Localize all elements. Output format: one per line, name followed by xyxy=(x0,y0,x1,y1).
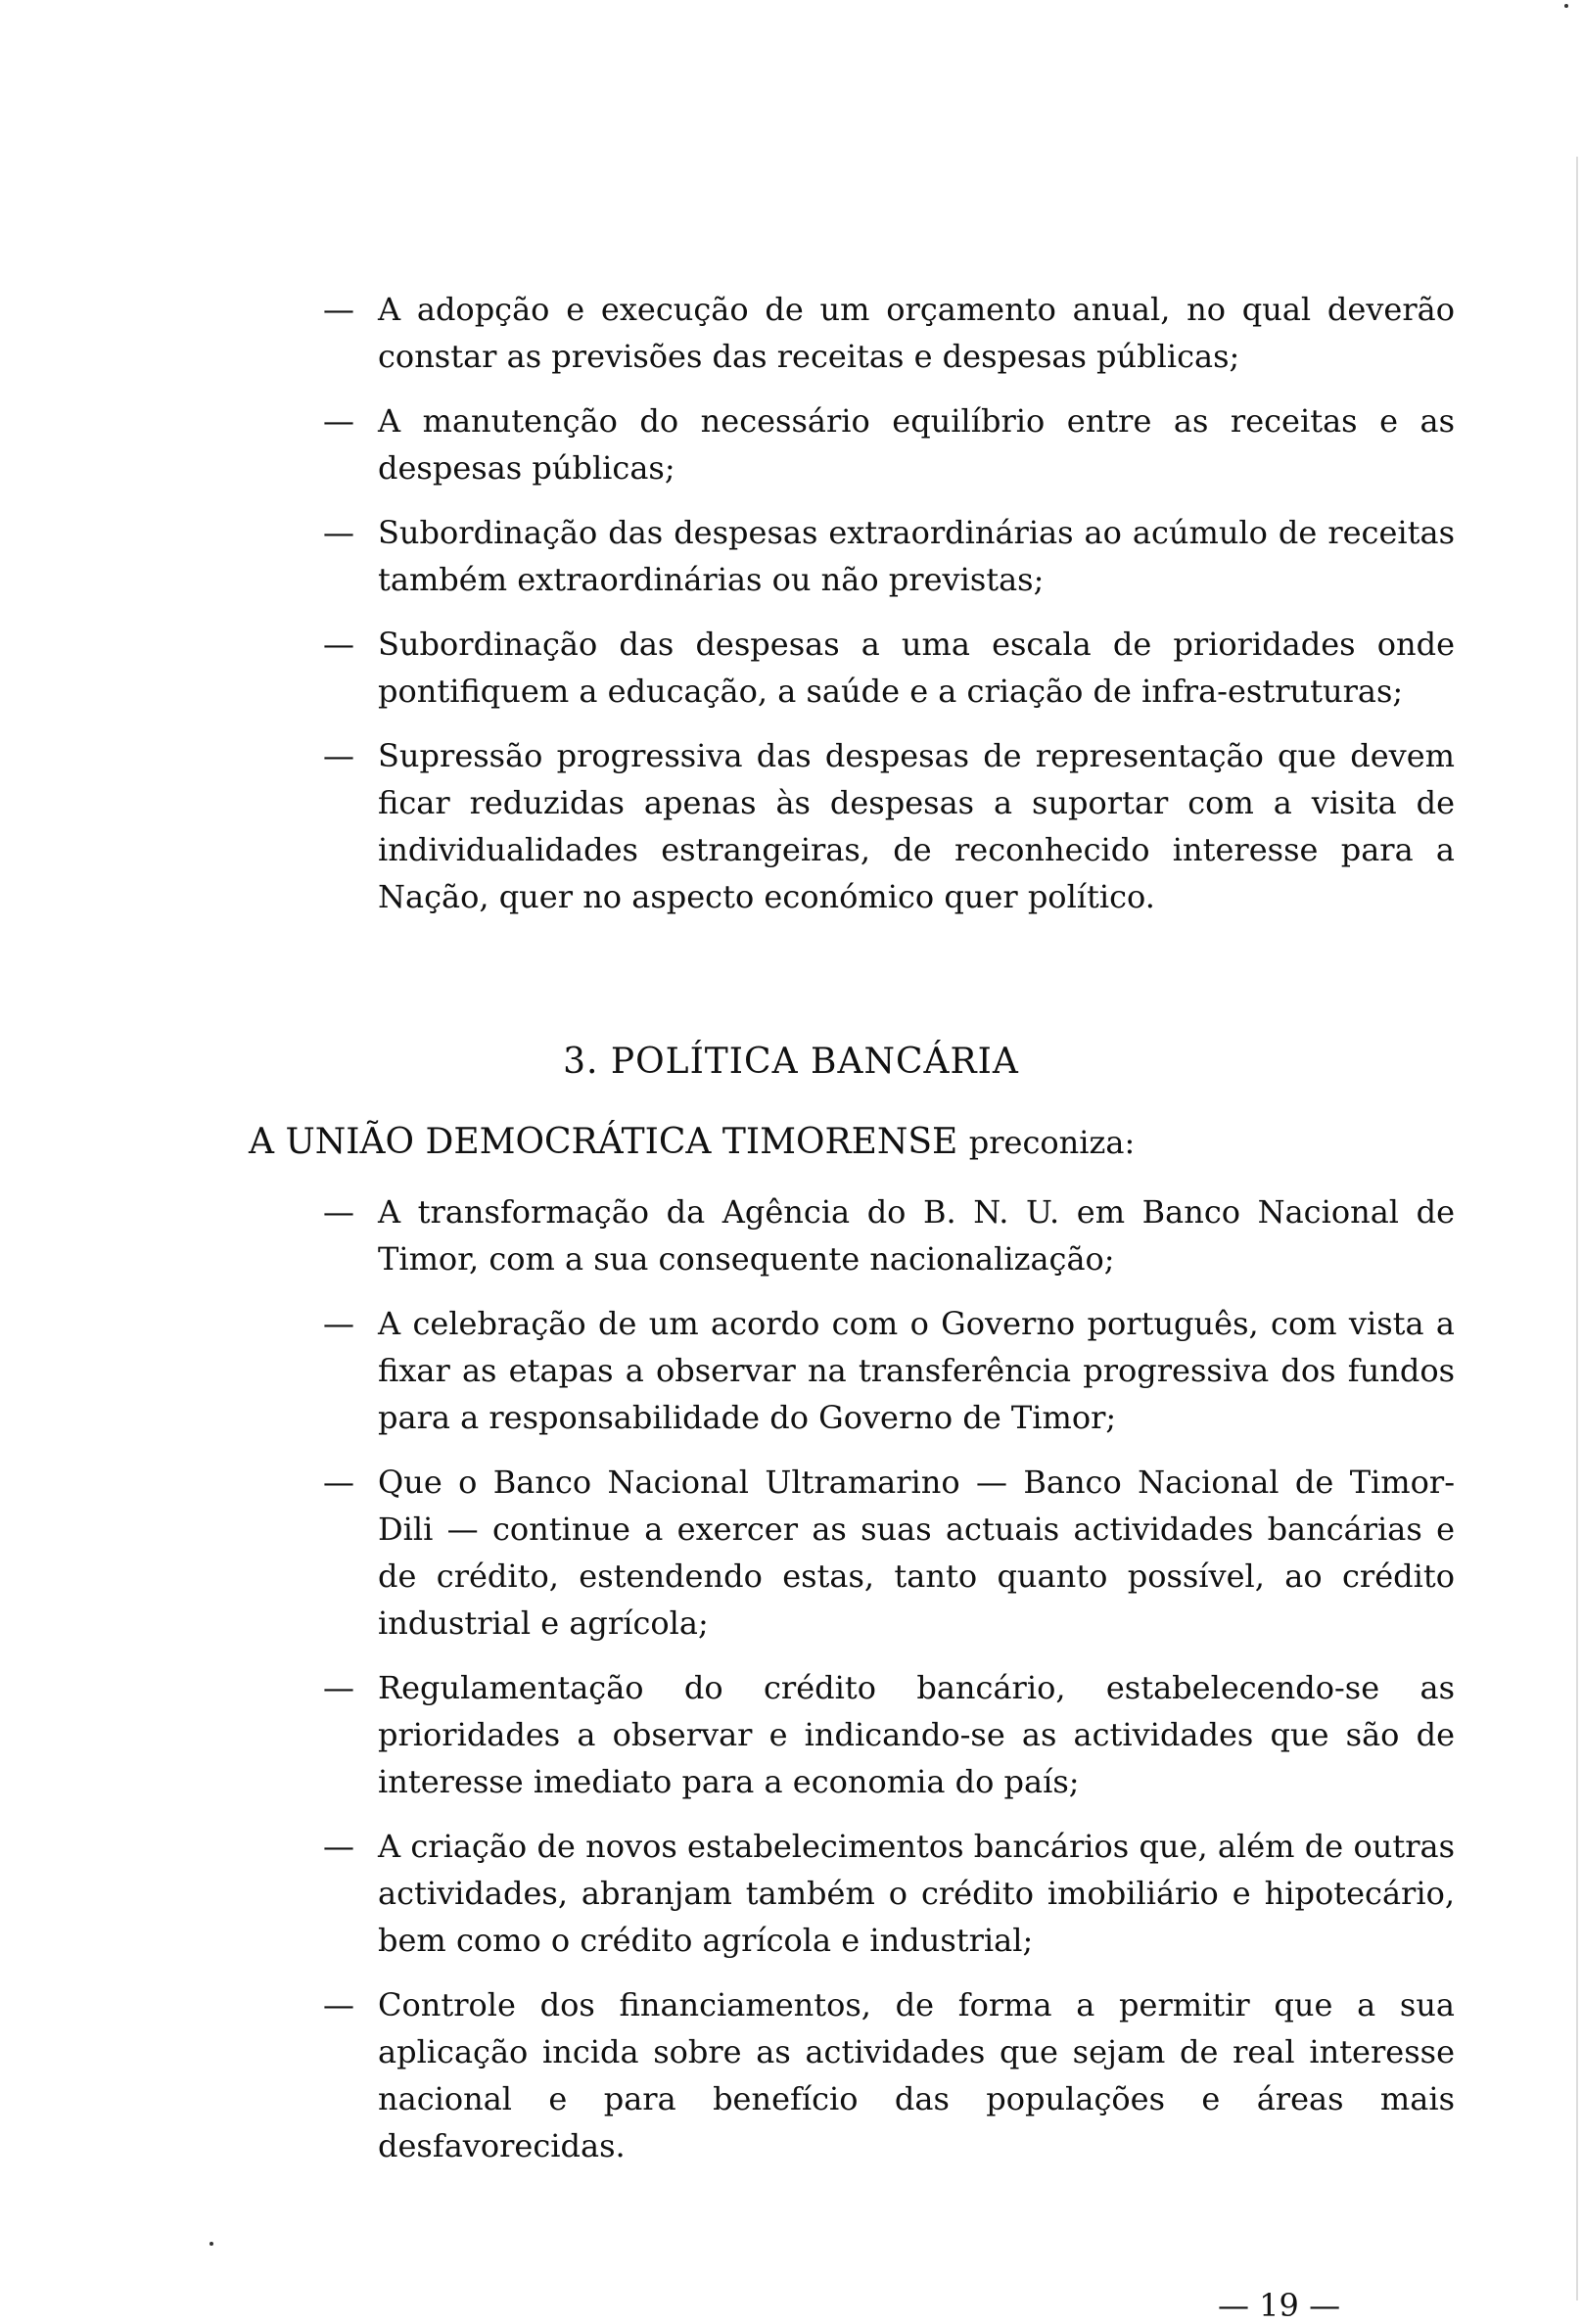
list-item xyxy=(323,509,1455,603)
em-dash: — xyxy=(323,1464,354,1501)
party-name: A UNIÃO DEMOCRÁTICA TIMORENSE xyxy=(249,1122,958,1162)
em-dash: — xyxy=(323,291,354,328)
page-number: — 19 — xyxy=(1218,2287,1341,2324)
list-item-text: A celebração de um acordo com o Governo português, com vista a fixar as etapas a observar na transferência progressiva dos fundos para a responsabilidade do Governo de Timor; xyxy=(378,1305,1455,1436)
list-item-text: Subordinação das despesas extraordinárias ao acúmulo de receitas também extraordinárias ou não previstas; xyxy=(378,514,1455,598)
banking-policy-list xyxy=(323,1188,1455,2187)
list-item-text: Subordinação das despesas a uma escala de prioridades onde pontifiquem a educação, a saúde e a criação de infra-estruturas; xyxy=(378,626,1455,710)
list-item xyxy=(323,1823,1455,1964)
em-dash: — xyxy=(323,402,354,440)
list-item xyxy=(323,1664,1455,1805)
page-edge-shadow xyxy=(1576,157,1578,2301)
em-dash: — xyxy=(323,1305,354,1342)
list-item-text: Que o Banco Nacional Ultramarino — Banco Nacional de Timor-Dili — continue a exercer as suas actuais actividades bancárias e de crédito, estendendo estas, tanto quanto possível, ao crédito industrial e agrícola; xyxy=(378,1464,1455,1642)
list-item xyxy=(323,621,1455,715)
em-dash: — xyxy=(323,737,354,774)
list-item xyxy=(323,1459,1455,1647)
list-item xyxy=(323,732,1455,920)
list-item-text: Supressão progressiva das despesas de representação que devem ficar reduzidas apenas às despesas a suportar com a visita de individualidades estrangeiras, de reconhecido interesse para a Nação, quer no aspecto económico quer político. xyxy=(378,737,1455,915)
em-dash: — xyxy=(323,1193,354,1231)
list-item-text: A adopção e execução de um orçamento anual, no qual deverão constar as previsões das receitas e despesas públicas; xyxy=(378,291,1455,375)
list-item-text: Regulamentação do crédito bancário, estabelecendo-se as prioridades a observar e indicando-se as actividades que são de interesse imediato para a economia do país; xyxy=(378,1669,1455,1800)
list-item-text: A transformação da Agência do B. N. U. em Banco Nacional de Timor, com a sua consequente nacionalização; xyxy=(378,1193,1455,1278)
list-item xyxy=(323,1188,1455,1282)
list-item xyxy=(323,1300,1455,1441)
list-item-text: A criação de novos estabelecimentos bancários que, além de outras actividades, abranjam também o crédito imobiliário e hipotecário, bem como o crédito agrícola e industrial; xyxy=(378,1828,1455,1959)
list-item xyxy=(323,286,1455,380)
em-dash: — xyxy=(323,514,354,551)
ink-speck xyxy=(1564,4,1568,8)
ink-speck xyxy=(209,2242,213,2246)
em-dash: — xyxy=(323,1669,354,1706)
list-item-text: A manutenção do necessário equilíbrio entre as receitas e as despesas públicas; xyxy=(378,402,1455,487)
section-heading: 3. POLÍTICA BANCÁRIA xyxy=(563,1042,1019,1082)
list-item xyxy=(323,1981,1455,2169)
fiscal-policy-list xyxy=(323,286,1455,938)
em-dash: — xyxy=(323,1986,354,2023)
list-item-text: Controle dos financiamentos, de forma a permitir que a sua aplicação incida sobre as actividades que sejam de real interesse nacional e para benefício das populações e áreas mais desfavorecidas. xyxy=(378,1986,1455,2164)
list-item xyxy=(323,397,1455,491)
section-intro xyxy=(249,1122,1135,1162)
intro-verb: preconiza: xyxy=(968,1124,1136,1161)
em-dash: — xyxy=(323,626,354,663)
em-dash: — xyxy=(323,1828,354,1865)
